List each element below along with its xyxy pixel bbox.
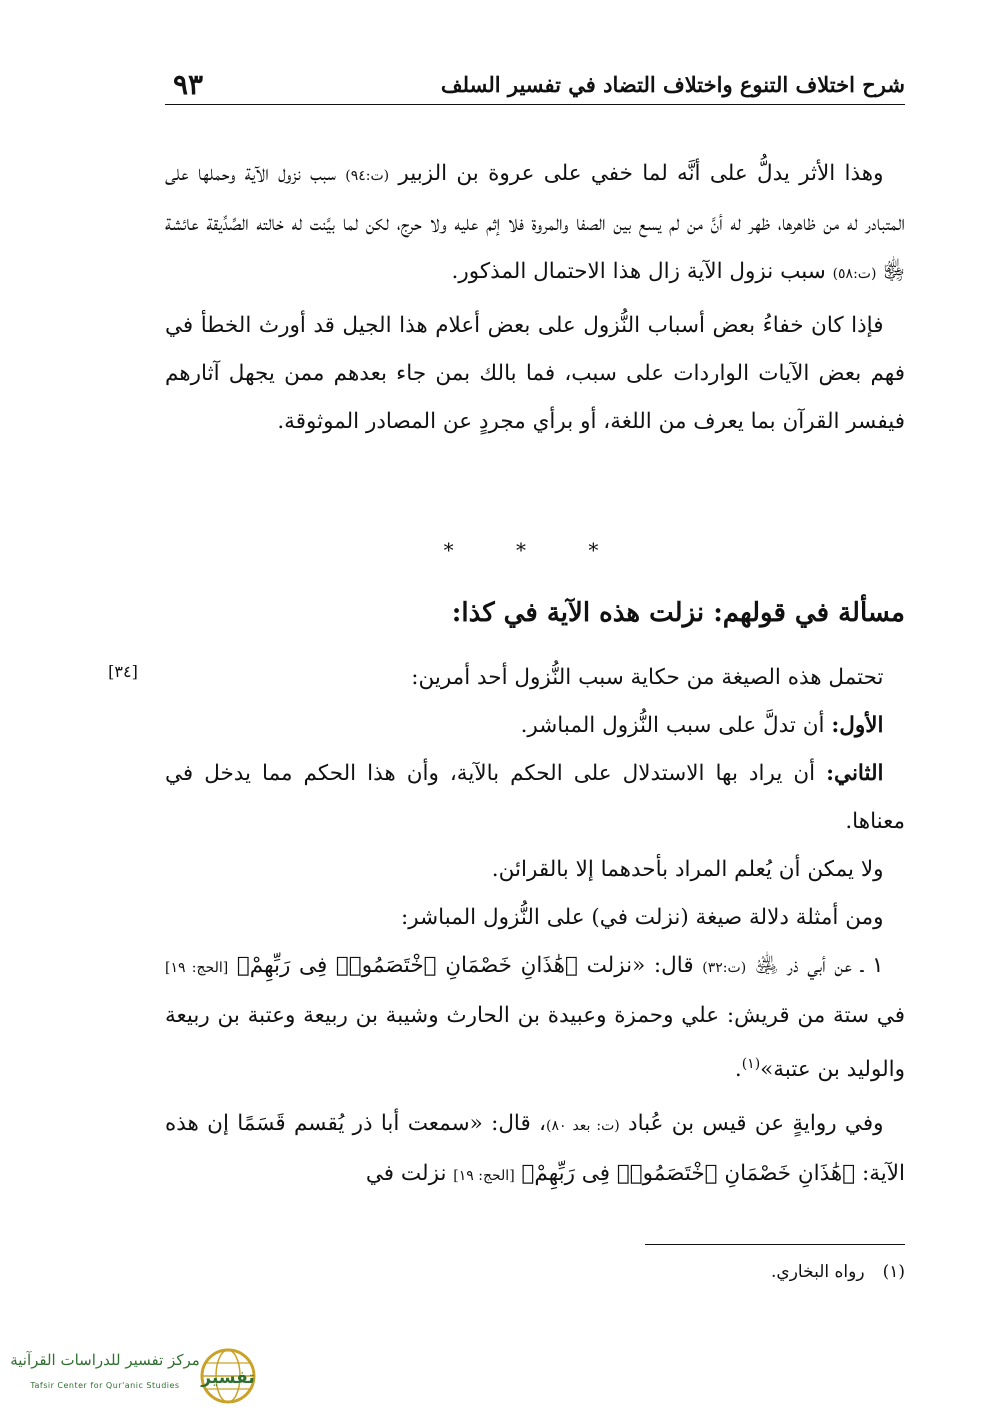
- first-label: الأول:: [831, 713, 884, 738]
- page-number: ٩٣: [173, 68, 204, 101]
- footnote: [165, 1262, 905, 1282]
- paragraph-block-top: [165, 150, 905, 446]
- death-date-note: (ت: بعد ٨٠): [546, 1118, 620, 1135]
- footnote-number: (١): [882, 1262, 905, 1282]
- footnote-text: رواه البخاري.: [771, 1262, 865, 1282]
- paragraph-4: ومن أمثلة دلالة صيغة (نزلت في) على النُّزول المباشر:: [401, 905, 884, 930]
- logo-arabic-name: مركز تفسير للدراسات القرآنية: [10, 1351, 200, 1369]
- example-1: ١ ـ عن أبي ذر ﵁ (ت:٣٢) قال: «نزلت ﴿هَٰذَانِ خَصْمَانِ ٱخْتَصَمُوا۟ فِى رَبِّهِمْ﴾ [الحج: ١٩] في ستة من قريش: علي وحمزة وعبيدة بن الحارث وشيبة بن ربيعة وعتبة بن ربيعة والوليد بن عتبة»$^{(١)}$.: [165, 953, 905, 1083]
- death-date-note: (ت:٩٤): [345, 168, 390, 184]
- margin-reference: [٣٤]: [108, 662, 138, 681]
- section-separator: * * *: [443, 538, 627, 562]
- paragraph-2: فإذا كان خفاءُ بعض أسباب النُّزول على بعض أعلام هذا الجيل قد أورث الخطأ في فهم بعض الآيات الواردات على سبب، فما بالك بمن جاء بعدهم ممن يجهل آثارهم فيفسر القرآن بما يعرف من اللغة، أو برأي مجردٍ عن المصادر الموثوقة.: [165, 313, 905, 434]
- footnote-marker: (١): [741, 1056, 761, 1072]
- second-label: الثاني:: [826, 761, 884, 786]
- death-date-note: (ت:٣٢): [702, 960, 747, 976]
- running-title: شرح اختلاف التنوع واختلاف التضاد في تفسير السلف: [440, 72, 905, 97]
- emblem-text: تفسير: [201, 1368, 255, 1388]
- paragraph-3: ولا يمكن أن يُعلم المراد بأحدهما إلا بالقرائن.: [491, 857, 884, 882]
- second-meaning: الثاني: أن يراد بها الاستدلال على الحكم بالآية، وأن هذا الحكم مما يدخل في معناها.: [165, 761, 905, 834]
- paragraph-6: وفي روايةٍ عن قيس بن عُباد (ت: بعد ٨٠)، قال: «سمعت أبا ذر يُقسم قَسَمًا إن هذه الآية: ﴿هَٰذَانِ خَصْمَانِ ٱخْتَصَمُوا۟ فِى رَبِّهِمْ﴾ [الحج: ١٩] نزلت في: [165, 1111, 905, 1187]
- death-date-note: (ت:٥٨): [832, 266, 877, 282]
- globe-emblem-icon: [198, 1347, 258, 1405]
- paragraph-block-section: [165, 654, 905, 1200]
- page-header: [165, 68, 905, 105]
- footnote-divider: [645, 1244, 905, 1245]
- verse-reference: [الحج: ١٩]: [453, 1168, 515, 1185]
- logo-english-name: Tafsir Center for Qur'anic Studies: [30, 1381, 180, 1390]
- paragraph-1: وهذا الأثر يدلُّ على أنَّه لما خفي على عروة بن الزبير (ت:٩٤) سبب نزول الآية وحملها على المتبادر له من ظاهرها، ظهر له أنَّ من لم يسع بين الصفا والمروة فلا إثم عليه ولا حرج، لكن لما بيَّنت له خالته الصِّدِّيقة عائشة ﵂ (ت:٥٨) سبب نزول الآية زال هذا الاحتمال المذكور.: [165, 161, 905, 284]
- section-heading: مسألة في قولهم: نزلت هذه الآية في كذا:: [451, 598, 905, 628]
- verse-reference: [الحج: ١٩]: [165, 960, 229, 976]
- publisher-logo: [8, 1345, 263, 1407]
- first-meaning: الأول: أن تدلَّ على سبب النُّزول المباشر.: [520, 713, 884, 738]
- intro-paragraph: تحتمل هذه الصيغة من حكاية سبب النُّزول أحد أمرين:: [411, 665, 884, 690]
